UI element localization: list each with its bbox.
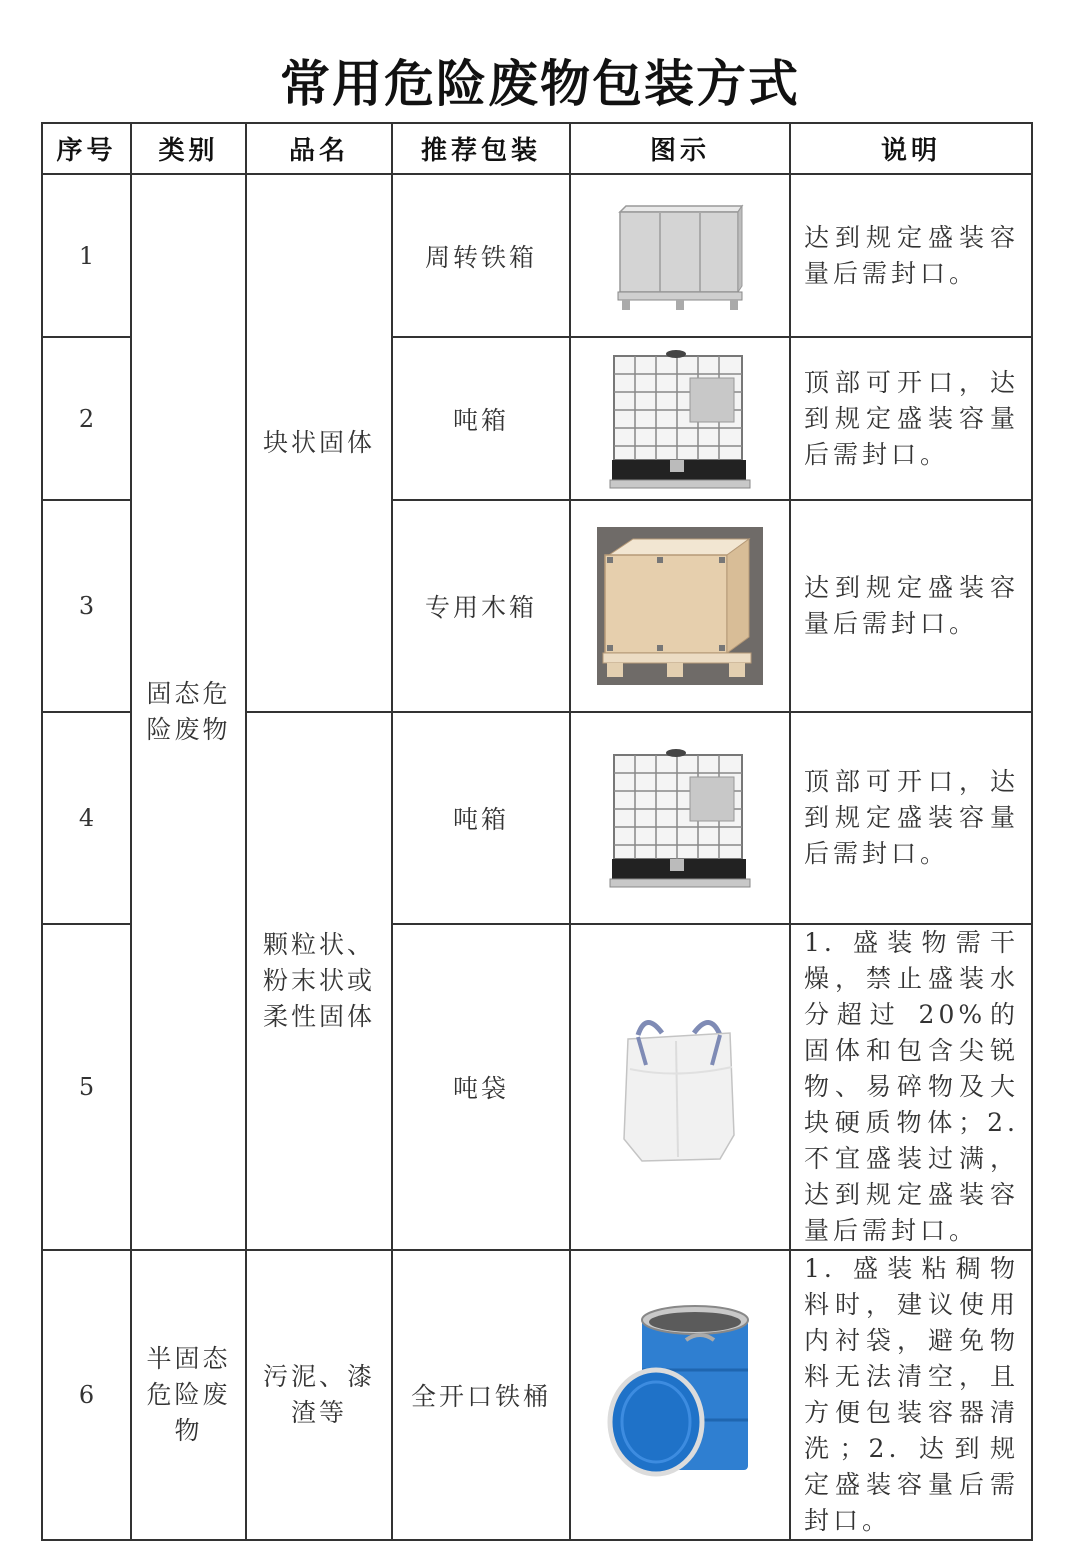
package-type: 专用木箱 xyxy=(392,500,570,712)
header-description: 说明 xyxy=(790,123,1032,174)
header-no: 序号 xyxy=(42,123,131,174)
header-image: 图示 xyxy=(570,123,790,174)
packaging-table xyxy=(41,122,1033,1541)
name-granular-solid: 颗粒状、 粉末状或 柔性固体 xyxy=(246,712,392,1250)
table-row xyxy=(42,1250,1032,1540)
package-type: 吨箱 xyxy=(392,337,570,500)
package-type: 吨袋 xyxy=(392,924,570,1250)
ibc-tote-image xyxy=(570,337,790,500)
wooden-crate-image xyxy=(570,500,790,712)
row-number: 2 xyxy=(42,337,131,500)
category-solid: 固态危 险废物 xyxy=(131,174,246,1250)
header-package: 推荐包装 xyxy=(392,123,570,174)
header-category: 类别 xyxy=(131,123,246,174)
bulk-bag-image xyxy=(570,924,790,1250)
row-number: 4 xyxy=(42,712,131,924)
ibc-tote-image xyxy=(570,712,790,924)
package-type: 全开口铁桶 xyxy=(392,1250,570,1540)
package-type: 周转铁箱 xyxy=(392,174,570,337)
row-number: 6 xyxy=(42,1250,131,1540)
row-number: 3 xyxy=(42,500,131,712)
category-semi-solid: 半固态 危险废 物 xyxy=(131,1250,246,1540)
description: 1. 盛装粘稠物料时，建议使用内衬袋，避免物料无法清空，且方便包装容器清洗；2. 达到规定盛装容量后需封口。 xyxy=(790,1250,1032,1540)
description: 达到规定盛装容量后需封口。 xyxy=(790,174,1032,337)
page-title: 常用危险废物包装方式 xyxy=(280,55,800,113)
description: 顶部可开口，达到规定盛装容量后需封口。 xyxy=(790,337,1032,500)
description: 1. 盛装物需干燥，禁止盛装水分超过 20%的固体和包含尖锐物、易碎物及大块硬质物体；2. 不宜盛装过满，达到规定盛装容量后需封口。 xyxy=(790,924,1032,1250)
package-type: 吨箱 xyxy=(392,712,570,924)
open-steel-drum-image xyxy=(570,1250,790,1540)
table-header-row xyxy=(42,123,1032,174)
description: 顶部可开口，达到规定盛装容量后需封口。 xyxy=(790,712,1032,924)
steel-crate-image xyxy=(570,174,790,337)
table-row xyxy=(42,174,1032,337)
name-sludge: 污泥、漆 渣等 xyxy=(246,1250,392,1540)
header-name: 品名 xyxy=(246,123,392,174)
description: 达到规定盛装容量后需封口。 xyxy=(790,500,1032,712)
row-number: 5 xyxy=(42,924,131,1250)
row-number: 1 xyxy=(42,174,131,337)
name-lump-solid: 块状固体 xyxy=(246,174,392,712)
